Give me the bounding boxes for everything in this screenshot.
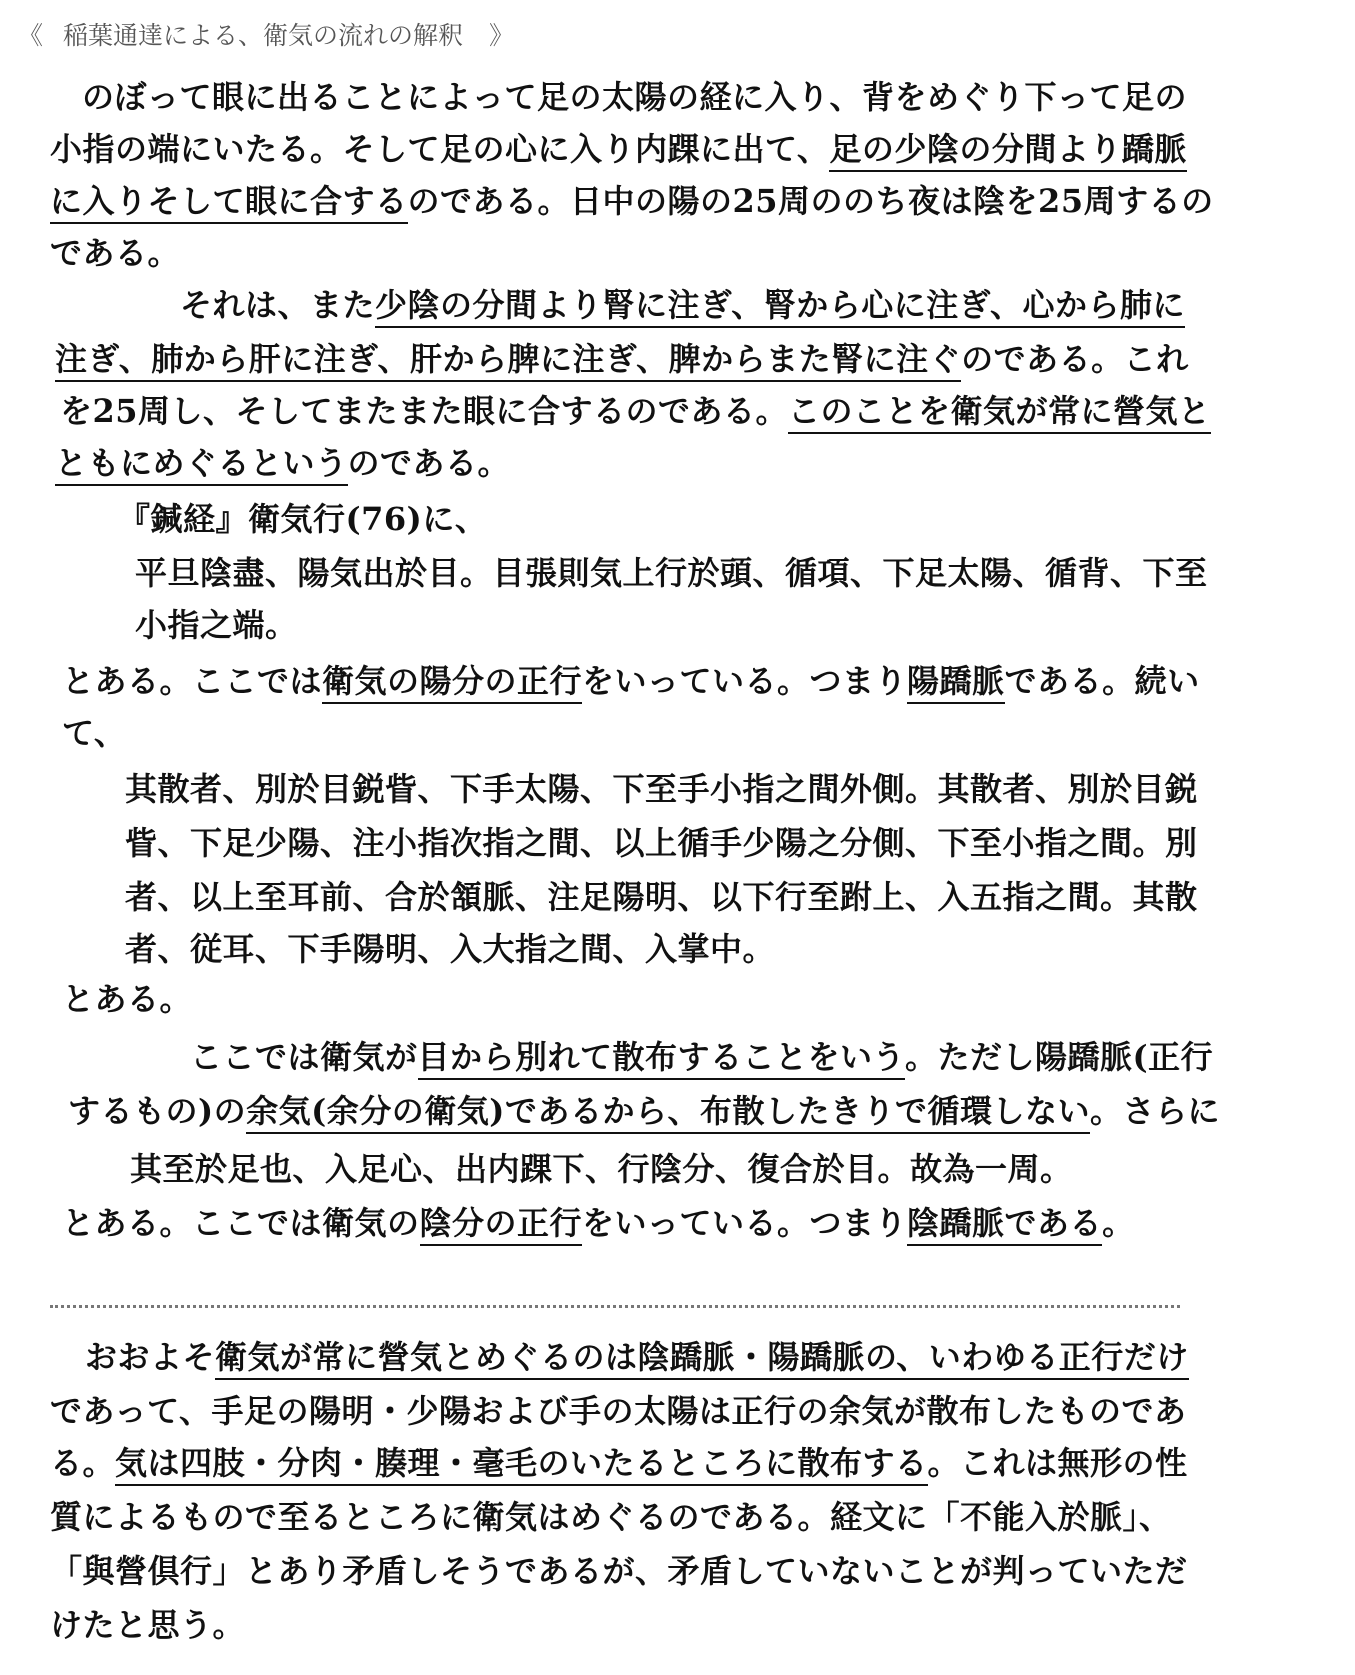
p2-line-3-text: を25周し、そしてまたまた眼に合するのである。 <box>60 392 789 430</box>
p3-c1e: である。続い <box>1004 662 1200 700</box>
p5-l1a: ここでは衛気が <box>190 1038 418 1076</box>
p3-intro: 『鍼経』衛気行(76)に、 <box>118 500 488 538</box>
p2-line-4 <box>55 436 510 490</box>
p3-quote-line-1: 平旦陰盡、陽気出於目。目張則気上行於頭、循項、下足太陽、循背、下至 <box>135 554 1208 592</box>
p3-c1a: とある。ここでは <box>62 662 323 700</box>
p5-c1c: をいっている。つまり <box>582 1204 908 1242</box>
p6-line-3 <box>50 1436 1188 1490</box>
p6-line-5: 「與營倶行」とあり矛盾しそうであるが、矛盾していないことが判っていただ <box>50 1552 1188 1590</box>
p3-comment-line-1 <box>62 654 1200 708</box>
p2-line-4-text: のである。 <box>347 444 511 482</box>
title-open-bracket: 《 <box>18 21 44 50</box>
p2-line-2-text: のである。これ <box>961 340 1189 378</box>
p4-quote-line-3: 者、以上至耳前、合於頷脈、注足陽明、以下行至跗上、入五指之間。其散 <box>125 878 1198 916</box>
p3-underline-1: 衛気の陽分の正行 <box>322 662 582 704</box>
p5-c1e: 。 <box>1102 1204 1135 1242</box>
p3-comment-line-2: て、 <box>62 714 127 752</box>
p5-underline-4: 陰蹻脈である <box>907 1204 1102 1246</box>
p1-line-4: である。 <box>50 234 181 272</box>
p4-quote-line-4: 者、従耳、下手陽明、入大指之間、入掌中。 <box>125 930 776 968</box>
p5-underline-1: 目から別れて散布することをいう <box>418 1038 906 1080</box>
p4-after: とある。 <box>62 980 193 1018</box>
p6-underline-2: 気は四肢・分肉・腠理・毫毛のいたるところに散布する <box>115 1444 928 1486</box>
p1-underline-1: 足の少陰の分間より蹻脈 <box>829 130 1187 172</box>
p5-line-1 <box>190 1030 1213 1084</box>
p1-underline-2: に入りそして眼に合する <box>50 182 408 224</box>
p1-line-2-text: 小指の端にいたる。そして足の心に入り内踝に出て、 <box>50 130 830 168</box>
p6-line-4: 質によるもので至るところに衛気はめぐるのである。経文に「不能入於脈」、 <box>50 1498 1172 1536</box>
p2-underline-4: ともにめぐるという <box>55 444 348 486</box>
p3-underline-2: 陽蹻脈 <box>907 662 1005 704</box>
p6-l3a: る。 <box>50 1444 116 1482</box>
p2-line-2 <box>55 332 1189 386</box>
title-close-bracket: 》 <box>489 21 515 50</box>
p5-quote: 其至於足也、入足心、出内踝下、行陰分、復合於目。故為一周。 <box>130 1150 1073 1188</box>
p5-c1a: とある。ここでは衛気の <box>62 1204 420 1242</box>
p2-line-1 <box>180 278 1185 332</box>
p1-line-2 <box>50 122 1187 176</box>
p4-quote-line-1: 其散者、別於目鋭眥、下手太陽、下至手小指之間外側。其散者、別於目鋭 <box>125 770 1198 808</box>
p2-underline-3: このことを衛気が常に營気と <box>788 392 1211 434</box>
p6-line-1 <box>85 1330 1189 1384</box>
page-title <box>18 16 514 56</box>
p2-line-1-text: それは、また <box>180 286 376 324</box>
p2-underline-2: 注ぎ、肺から肝に注ぎ、肝から脾に注ぎ、脾からまた腎に注ぐ <box>55 340 961 382</box>
p6-l1a: おおよそ <box>85 1338 216 1376</box>
p5-underline-2: 余気(余分の衛気)であるから、布散したきりで循環しない <box>246 1092 1090 1134</box>
p5-l2a: するもの)の <box>68 1092 247 1130</box>
p5-l2c: 。さらに <box>1089 1092 1220 1130</box>
dotted-separator <box>50 1305 1180 1308</box>
p6-line-2: であって、手足の陽明・少陽および手の太陽は正行の余気が散布したものであ <box>50 1392 1187 1430</box>
p6-l3c: 。これは無形の性 <box>927 1444 1188 1482</box>
title-text: 稲葉通達による、衛気の流れの解釈 <box>63 21 464 50</box>
p1-line-3 <box>50 174 1214 228</box>
p2-line-3 <box>60 384 1211 438</box>
p3-quote-line-2: 小指之端。 <box>135 606 298 644</box>
p5-comment <box>62 1196 1135 1250</box>
p3-c1c: をいっている。つまり <box>582 662 908 700</box>
p1-line-3-text: のである。日中の陽の25周ののち夜は陰を25周するの <box>407 182 1214 220</box>
p4-quote-line-2: 眥、下足少陽、注小指次指之間、以上循手少陽之分側、下至小指之間。別 <box>125 824 1198 862</box>
p5-underline-3: 陰分の正行 <box>420 1204 583 1246</box>
p2-underline-1: 少陰の分間より腎に注ぎ、腎から心に注ぎ、心から肺に <box>375 286 1185 328</box>
p1-line-1: のぼって眼に出ることによって足の太陽の経に入り、背をめぐり下って足の <box>82 78 1188 116</box>
p6-line-6: けたと思う。 <box>50 1606 246 1644</box>
p5-line-2 <box>68 1084 1220 1138</box>
p5-l1c: 。ただし陽蹻脈(正行 <box>905 1038 1214 1076</box>
p6-underline-1: 衛気が常に營気とめぐるのは陰蹻脈・陽蹻脈の、いわゆる正行だけ <box>215 1338 1189 1380</box>
